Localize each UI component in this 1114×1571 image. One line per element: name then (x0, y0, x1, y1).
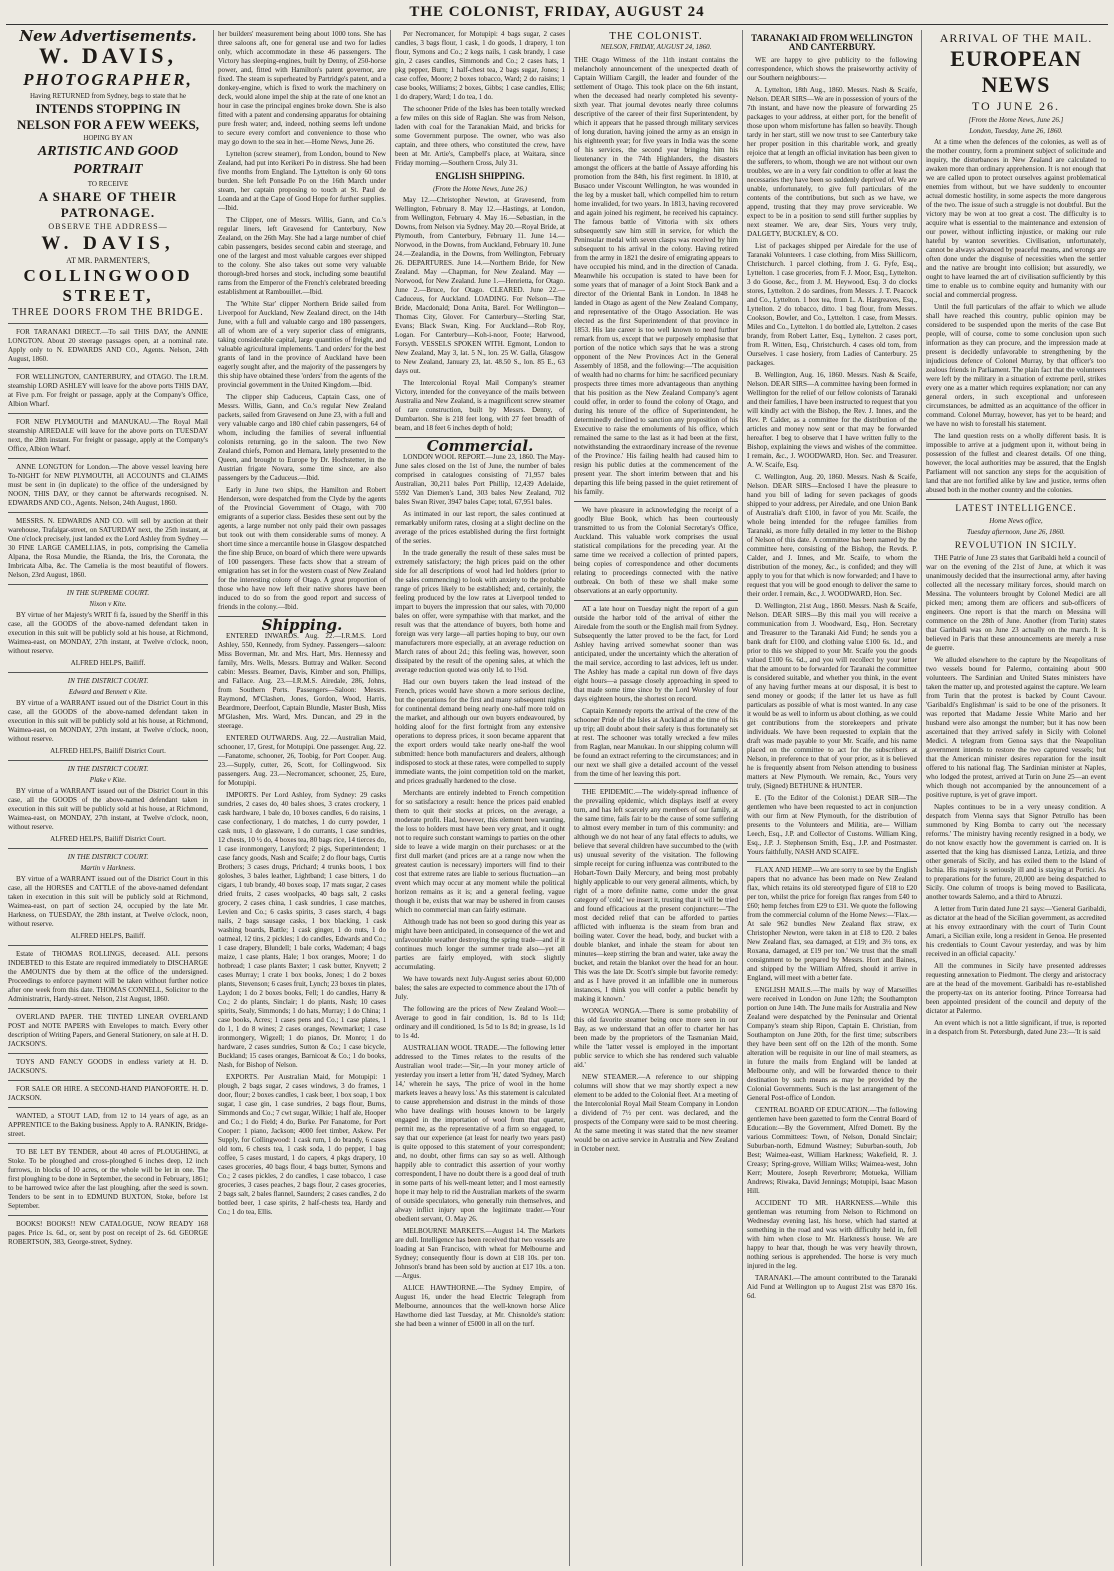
court-signature: ALFRED HELPS, Bailiff. (70, 659, 146, 667)
source-line: [From the Home News, June 26.] (968, 116, 1064, 124)
article-paragraph: As intimated in our last report, the sales continued at remarkably uniform rates, closing at a slight decline on the average of the prices established during the first fortnight of the series. (395, 510, 565, 545)
packages-list: List of packages shipped per Airedale for the use of Taranaki Volunteers. 1 case clothing, from Miss Skillicorn, Christchurch. 1 parcel clothing, from J. G. Fyfe, Esq., Lyttelton. 1 case groceries, from F. J. Moor, Esq., Lyttelton. 3 do Goose, &c., from J. M. Heywood, Esq. 3 do clocks stores, Lyttelton. 2 do sardines, from Messrs. J. T. Peacock and Co., Lyttelton. 1 box tea, from L. A. Hargreaves, Esq., Lyttelton. 2 do tobacco, ditto. 1 bag flour, from Messrs. Cookson, Bowler, and Co., Lyttelton. 1 case, from Messrs. Miles and Co., Lyttelton. 1 do bottled ale, Lyttelton. 2 cases brandy, from Robert Latter, Esq., Lyttelton. 2 cases port, from R. Witten, Esq., Christchurch. 4 cases old tom, from Ourselves. 1 case hosiery, from Ladies of Canterbury. 25 packages. (747, 242, 917, 367)
editorial-dateline: NELSON, FRIDAY, AUGUST 24, 1860. (600, 43, 712, 51)
separator (8, 458, 208, 459)
european-news-banner (926, 30, 1106, 114)
court-notice: BY virtue of a WARRANT issued out of the District Court in this case, all the GOODS of the above-named defendant taken in execution in this suit will be publicly sold at his house, at Richmond, Waimea-east, on MONDAY, 27th instant, at Twelve o'clock, noon, without reserve. (8, 699, 208, 743)
to-date-heading: TO JUNE 26. (971, 99, 1061, 113)
court-case: Edward and Bennett v Kite. (68, 688, 148, 696)
separator (8, 413, 208, 414)
separator (8, 945, 208, 946)
article-paragraph: Had our own buyers taken the lead instead of the French, prices would have shown a more serious decline, but the operations for the first and many subsequent nights for continental demand being nearly one-half more told on the market, and although our own buyers endeavoured, by holding aloof for the first fortnight from any extensive operations to depress prices, it soon became apparent that the export orders would take nearly one-half the wool submitted: hence both manufacturers and dealers, although indisposed to stock at these rates, were compelled to supply immediate wants, the joint competition told on the market, and prices gradually hardened to the close. (395, 678, 565, 785)
article-paragraph: The Clipper, one of Messrs. Willis, Gann, and Co.'s regular liners, left Gravesend for Canterbury, New Zealand, on the 26th May. She had a large number of chief cabin passengers, besides second cabin and steerage, and one of the largest and most valuable cargoes ever shipped to the colony. She also takes out some very valuable thorough-bred horses and stock, including some beautiful rams from the Emperor of the French's celebrated breeding establishment at Rambouillet.—Ibid. (218, 216, 386, 296)
court-signature: ALFRED HELPS, Bailiff District Court. (50, 747, 166, 755)
separator (8, 1053, 208, 1054)
shipping-ad: ANNE LONGTON for London.—The above vessel leaving here To-NIGHT for NEW PLYMOUTH, all ACCOUNTS and CLAIMS must be sent in (in duplicate) to the office of the undersigned by NOON, THIS DAY, or they cannot be afterwards recognised. N. EDWARDS AND CO., Agents. Nelson, 24th August, 1860. (8, 463, 208, 507)
section-title-new-advertisements: New Advertisements. (19, 30, 197, 45)
ad-artistic: ARTISTIC AND GOOD PORTRAIT (37, 144, 179, 177)
article-paragraph: Although trade has not been so good during this year as might have been anticipated, in consequence of the wet and unfavourable weather destroying the spring trade—and if it continues much longer the summer trade also—yet all parties are fairly employed, with stock slightly accumulating. (395, 918, 565, 971)
court-notice: BY virtue of a WARRANT issued out of the District Court in this case, all the HORSES and CATTLE of the above-named defendant taken in execution in this suit will be publicly sold at Richmond, Waimea-east, on part of section 24, occupied by the late Mr. Harkness, on TUESDAY, the 28th instant, at Twelve o'clock, noon, without reserve. (8, 875, 208, 928)
separator (8, 368, 208, 369)
ad-returned: Having RETURNED from Sydney, begs to state that he (29, 92, 187, 100)
court-head: IN THE SUPREME COURT. (66, 589, 150, 597)
exports: EXPORTS. Per Australian Maid, for Motupipi: 1 plough, 2 bags sugar, 2 cases windows, 3 do frames, 1 door, flour; 2 boxes candles, 1 cask beer, 1 box soap, 1 box sugar, 1 case gin, 1 case sundries, 2 bags flour, Burns, Simmonds and Co.; 7 cwt sugar, Wilkie; 1 half ale, Hooper and Co.; 1 do Field; 4 do, Burke. Per Fanatome, for Port Cooper: 1 piano, Jackson; 4000 feet timber, Askew. Per Supply, for Collingwood: 1 cask rum, 1 do brandy, 6 cases old tom, 6 chests tea, 1 cask soda, 1 do pepper, 1 bag coffee, 5 cases mustard, 1 do capers, 4 pkgs drapery, 10 cases groceries, 40 bags flour, 4 bags butter, Symons and Co.; 2 cases pickles, 2 do candles, 1 case tobacco, 1 case groceries, 3 cases peaches, 2 bags flour, 2 cases groceries, 2 bags salt, 2 bales flannel, Saunders; 2 cases candles, 2 do bottled beer, 1 case spirits, 2 half-chests tea, Hardy and Co.; 1 do tea, Ellis. (218, 1073, 386, 1216)
auction-ad: MESSRS. N. EDWARDS AND CO. will sell by auction at their warehouse, Trafalgar-street, on SATURDAY next, the 25th instant, at One o'clock precisely, just landed ex the Lord Ashley from Sydney — 30 FINE LARGE CAMELLIAS, in pots, comprising the Camelia Alpana, the Rosa Mundie, the Rianda, the Iris, the Coronata, the Imbricata Alba, &c. The Camelia is the most beautiful of flowers. Nelson, 23rd August, 1860. (8, 517, 208, 579)
small-ad: OVERLAND PAPER. THE TINTED LINEAR OVERLAND POST and NOTE PAPERS with Envelopes to match. Every other description of Writing Papers, and General Stationery, on sale at H. D. JACKSON'S. (8, 1013, 208, 1048)
article-paragraph: The Intercolonial Royal Mail Company's steamer Victory, intended for the conveyance of the mails between Australia and New Zealand, is a magnificent screw steamer of rare construction, built by Messrs. Denny, of Dumbarton. She is 218 feet long, with 27 feet breadth of beam, and 18 feet 6 inches depth of hold; (395, 379, 565, 432)
court-case: Nixon v Kite. (89, 600, 127, 608)
separator (574, 783, 738, 784)
small-ad: TO BE LET BY TENDER, about 40 acres of PLOUGHING, at Stoke. To be ploughed and cross-ploughed 6 inches deep, 12 inch furrows, in blocks of 10 acres, or the whole will be let in one. The first ploughing to be done in September, the second in February, 1861; to be harrowed twice after the last ploughing, after the seed is sown. Tenders to be sent in to EDMUND BUXTON, Stoke, before 1st September. (8, 1148, 208, 1210)
article-paragraph: We have towards next July-August series about 60,000 bales; the sales are expected to commence about the 17th of July. (395, 975, 565, 1001)
separator (8, 760, 208, 761)
letter-d: D. Wellington, 21st Aug., 1860. Messrs. Nash & Scaife, Nelson. DEAR SIRS—By this mail you will receive a communication from J. Woodward, Esq., Hon. Secretary and Treasurer to the Taranaki Aid Fund; he sends you a bank draft for £100, and clothing value £100 6s. 1d., and prior to this we shipped to your Mr. Scaife you the goods valued £100 6s. 6d., and you will recollect by your letter that the amount to be forwarded for Taranaki the committee is considered suitable, and whether you think, in the event of any having further means at our disposal, it is best to send money or goods; if the latter let us have as full particulars as possible of what is most wanted. In any case it would be as well to inform us about clothing, as we could get contributions from the storekeepers and private individuals. We have been requested to explain that the draft was made payable to your Mr. Scaife, and his name placed on the committee to act for the subscribers at Nelson, in preference to that of your prior, as it is believed he is frequently absent from Nelson attending to business matters at New Plymouth. We remain, &c., Yours very truly, (Signed) BETHUNE & HUNTER. (747, 602, 917, 790)
latest-intelligence-heading: LATEST INTELLIGENCE. (955, 503, 1077, 513)
davis-photographer-ad (8, 43, 208, 319)
article-paragraph: The following are the prices of New Zealand Wool:—Average to good in fair condition, 1s. 8d to 1s 11d; ordinary and ill conditioned, 1s 5d to 1s 8d; in grease, 1s 1d to 1s 4d. (395, 1005, 565, 1040)
court-notice: BY virtue of her Majesty's WRIT fi fa, issued by the Sheriff in this case, all the GOODS of the above-named defendant taken in execution in this suit will be publicly sold at his house, at Richmond, Waimea-east, on MONDAY, 27th instant, at Twelve o'clock, noon, without reserve. (8, 611, 208, 655)
separator (8, 1080, 208, 1081)
article-paragraph: ENGLISH MAILS.—The mails by way of Marseilles were received in London on June 12th; the Southampton portion on June 14th. The June mails for Australia and New Zealand were despatched by the Peninsular and Oriental Company's steam ship Ripon, Captain E. Christian, from Southampton on June 20th, for the first time; subscribers they have been sent off on the 12th of the month. Some alteration will be requisite in our line of mail steamers, as in future the mails from England will be landed at Melbourne only, and will be forwarded thence to their destination by such means as may be provided by the Colonial Governments. Such is the last arrangement of the General Post-office of London. (747, 986, 917, 1102)
article-paragraph: The land question rests on a wholly different basis. It is impossible to arrive at a judgment upon it, without being in possession of the fullest and clearest details. Of one thing, however, the local authorities may be assured, that the Englsh Parliament will not sanction any steps for the acquisition of land that are not fortified alike by law and justice, terms often abused both in the mother country and the colonies. (926, 432, 1106, 494)
court-signature: ALFRED HELPS, Bailiff. (70, 932, 146, 940)
dateline: London, Tuesday, June 26, 1860. (969, 127, 1063, 135)
revolution-heading: REVOLUTION IN SICILY. (954, 540, 1078, 550)
shipping-ad: FOR NEW PLYMOUTH and MANUKAU.—The Royal Mail steamship AIREDALE will leave for the above ports on TUESDAY next, the 28th instant. For freight or passage, apply at the Company's Office, Albion Wharf. (8, 418, 208, 453)
court-head: IN THE DISTRICT COURT. (67, 677, 149, 685)
ad-trade: PHOTOGRAPHER, (23, 70, 193, 89)
article-paragraph: We alluded elsewhere to the capture by the Neapolitans of two vessels bound for Palermo, containing about 900 volunteers. The Sardinian and United States ministers have taken the matter up, and protested against the capture. We learn from Turin that the protest is backed by Count Cavour. 'Garibaldi's Englishman' is said to be one of the prisoners. It was reported that Madame Jessie White Mario and her husband were also amongst the number; but it has now been ascertained that they arrived safely in Sicily with Colonel Medici. A telegram from Genoa says that the Neapolitan government intends to restore the two captured vessels; but that the American minister desires reparation for the insult offered to his national flag. The Sardinian minister at Naples, who lodged the protest, arrived at Turin on June 25—an event which though not accompanied by the announcement of a positive rupture, is yet of grave import. (926, 656, 1106, 799)
article-paragraph: WE are happy to give publicity to the following correspondence, which shows the praiseworthy activity of our Southern neighbours:— (747, 56, 917, 82)
separator (574, 600, 738, 601)
column-5 (747, 30, 917, 1566)
ad-name-2: W. DAVIS, (41, 233, 175, 254)
separator (574, 501, 738, 502)
article-paragraph: THE EPIDEMIC.—The widely-spread influence of the prevailing epidemic, which displays itself at every turn, and has left scarcely any members of our family, at the same time, fails fair to be the cause of some suffering to almost every member in turn of this community: and although we do not hear of any fatal effects to adults, we believe that several children have succumbed to the (with us) unusual severity of the visitation. The following simple receipt for curing influenza was contributed to the Hobart-Town Daily Mercury, and being most probably highly applicable to our very general ailments, which, by right of a more definite name, come under the great category of 'cold,' we insert it, trusting that it will be tried and found efficacious at the present conjuncture:—'The most decided relief that can be afforded to parties afflicted with influenza is the steam from bran and boiling water. Cover the head, body, and bucket with a double blanket, and inhale the steam for about ten minutes—keep stirring the bran and water, take away the bucket, and retain the blanket over the head for an hour. This was the late Dr. Scott's simple but favorite remedy: and as I have proved it an infallible one in numerous instances, I think you will confer a public benefit by making it known.' (574, 788, 738, 1003)
column-1 (8, 30, 208, 1566)
article-paragraph: AUSTRALIAN WOOL TRADE.—The following letter addressed to the Times relates to the results of the Australian wool trade:—'Sir,—In your money article of yesterday you insert a letter from 'H,' dated 'Sydney, March 14,' wherein he says, 'The price of wool in the home markets leaves a heavy loss.' As this statement is calculated to cause apprehension and distrust in the minds of those who have dealings with houses known to be largely engaged in the importation of wool from that quarter, permit me, as the representative of a firm so engaged, to say that our experience (at least for nearly two years past) is quite opposed to this statement of your correspondent; and, no doubt, other firms can say so as well. Although happily able to contradict this assertion of your worthy correspondent, I have no doubt there is a good deal of truth in some parts of his well-meant letter; and I most earnestly hope it may help to rid the Australian markets of the swarm of outside speculators, who generally ruin themselves, and alway inflict injury upon the legitimate trader.—Your obedient servant, O. May 26. (395, 1044, 565, 1223)
english-shipping-title: ENGLISH SHIPPING. (435, 171, 525, 181)
article-paragraph: FLAX AND HEMP.—We are sorry to see by the English papers that no advance has been made on New Zealand flax, which retains its old stereotyped figure of £18 to £20 per ton, whilst the price for foreign flax ranges from £40 to £60; hemp fetches from £29 to £31. We quote the following from the commercial column of the Home News:—'Flax.—At sale 962 bundles New Zealand flax straw, ex Christopher Newton, were taken in at £18 to £20. 2 bales New Zealand flax, sea damaged, at £19; and 3½ tons, ex Roxana, damaged, at £19 per ton.' We trust that the small consignment to be prepared by Messrs. Hort and Baines, and shipped by the William Alfred, should it arrive in England, will meet with a better fate. (747, 866, 917, 982)
article-paragraph: The clipper ship Caduceus, Captain Cass, one of Messrs. Willis, Gann, and Co.'s regular New Zealand packets, sailed from Gravesend on June 23, with a full and very valuable cargo and 180 chief cabin passengers, 64 of whom, including the families of several influential colonists returning, go in the saloon. The two New Zealand chiefs, Pomon and Hemara, lately presented to the Queen, and brought to Europe by Dr. Hochstetter, in the Austrian frigate Novara, some time since, are also passengers by the Caduceus.—Ibid. (218, 393, 386, 482)
article-paragraph: AT a late hour on Tuesday night the report of a gun outside the harbor told of the arrival of either the Airedale from the south or the English mail from Sydney. Subsequently the latter proved to be the fact, for Lord Ashley having arrived somewhat sooner than was anticipated, under the uncertainty which the alteration of the mail service, according to last advices, left us under. The Ashley has made a capital run down of five days eight hours—a passage closely approaching in speed to that made some time since by the Lord Worsley of four days eighteen hours, the shortest on record. (574, 605, 738, 703)
ad-share: A SHARE OF THEIR PATRONAGE. (38, 189, 178, 220)
ad-name: W. DAVIS, (38, 43, 178, 68)
separator (8, 1107, 208, 1108)
column-rule (742, 30, 743, 1566)
separator (8, 672, 208, 673)
ad-intends: INTENDS STOPPING IN NELSON FOR A FEW WEEKS, (17, 101, 199, 132)
article-paragraph: The 'White Star' clipper Northern Bride sailed from Liverpool for Auckland, New Zealand direct, on the 14th June, with a full and valuable cargo and 180 passengers, all of whom are of a very superior class of emigrants, taking considerable capital, large quantities of freight, and valuable agricultural implements. 'Land orders' for the best grants of land in the province of Auckland have been eagerly sought after, and the majority of the passengers by this ship have obtained these 'orders' from the agents of the provincial government in the United Kingdom.—Ibid. (218, 300, 386, 389)
article-paragraph: ACCIDENT TO MR. HARKNESS.—While this gentleman was returning from Nelson to Richmond on Wednesday evening last, his horse, which had started at something in the road and was with difficulty held in, fell with him when close to Mr. Harkness's house. We are happy to hear that, though he was very heavily thrown, nothing serious is apprehended. The horse is very much injured in the leg. (747, 1199, 917, 1270)
taranaki-aid-title: TARANAKI AID FROM WELLINGTON AND CANTERBURY. (751, 33, 913, 52)
court-signature: ALFRED HELPS, Bailiff District Court. (50, 835, 166, 843)
separator (8, 1008, 208, 1009)
estate-notice: Estate of THOMAS ROLLINGS, deceased. ALL persons INDEBTED to this Estate are required immediately to DISCHARGE the AMOUNTS due by them at the office of the undersigned. Proceedings to enforce payment will be taken without further notice after one week from this date. THOMAS CONNELL, Solicitor to the Administratrix, Hardy-street. Nelson, 21st August, 1860. (8, 950, 208, 1003)
arrival-heading: ARRIVAL OF THE MAIL. (939, 31, 1093, 45)
shipping-ad: FOR WELLINGTON, CANTERBURY, and OTAGO. The I.R.M. steamship LORD ASHLEY will leave for the above ports THIS DAY, at Five p.m. For freight or passage, apply at the Company's Office, Albion Wharf. (8, 373, 208, 408)
small-ad: WANTED, a STOUT LAD, from 12 to 14 years of age, as an APPRENTICE to the Baking business. Apply to A. RANKIN, Bridge-street. (8, 1112, 208, 1138)
column-rule (921, 30, 922, 1566)
ad-observe: OBSERVE THE ADDRESS— (48, 222, 168, 231)
separator (747, 861, 917, 862)
separator (8, 1215, 208, 1216)
article-paragraph: Captain Kennedy reports the arrival of the crew of the schooner Pride of the Isles at Auckland at the time of his up trip; all doubt about their safety is thus fortunately set at rest. The schooner was totally wrecked a few miles from Raglan, near Manukau. In our shipping column will be found an extract referring to the circumstances; and in our next we shall give a detailed account of the vessel from the time of her leaving this port. (574, 707, 738, 778)
small-ad: TOYS AND FANCY GOODS in endless variety at H. D. JACKSON'S. (8, 1058, 208, 1075)
ad-hoping: HOPING BY AN (83, 134, 133, 142)
entered-inwards: ENTERED INWARDS. Aug. 22.—I.R.M.S. Lord Ashley, 550, Kennedy, from Sydney. Passengers—saloon: Miss Boverman, Mr. and Mrs. Hart, Mrs. Hennessy and family, Mrs. Wells, Messrs. Buttray and Walker. Second cabin: Messrs. Beamer, Davis, Kimber and son, Phillips, and Fallace. Aug. 23.—I.R.M.S. Airedale, 286, Johns, from Southern Ports. Passengers—Saloon: Messrs. Raymond, M'Clashen, Jones, Gordon, Wood, Harris, Beardmore, Deerfoot, Captain Blundle, Master Bush, Miss M'Glashen, Mrs. Ward, Mrs. Duncan, and 29 in the steerage. (218, 632, 386, 730)
article-paragraph: At a time when the defences of the colonies, as well as of the mother country, form a prominent subject of solicitude and inquiry, the disturbances in New Zealand are calculated to awaken more than ordinary apprehension. It is not enough that we are called upon to protect ourselves against problematical enemies from without, but we have suddenly to encounter actual domestic hostility, in some aspects the more dangerous of the two. The issue of such a struggle is not doubtful. But the victory may be won at too great a cost. The difficulty is to acquire what is essential to the maintenance and extension of our power, without inflicting injustice, or making our rule hateful by wanton severities. Civilisation, unfortunately, cannot be always advanced by peaceful means, and wrongs are often done under the disguise of necessities when the settler and the native are brought into collision; but assuredly, we ought to have learned the art of civilisation sufficiently by this time to enable us to combine equity and humanity with our social and commercial progress. (926, 138, 1106, 299)
small-ad: BOOKS! BOOKS!! NEW CATALOGUE, NOW READY 168 pages. Price 1s. 6d., or, sent by post on receipt of 2s. 6d. GEORGE ROBERTSON, 383, George-street, Sydney. (8, 1220, 208, 1246)
ad-doors: THREE DOORS FROM THE BRIDGE. (12, 307, 204, 318)
court-notice: BY virtue of a WARRANT issued out of the District Court in this case, all the GOODS of the above-named defendant taken in execution in this suit will be publicly sold at his house, at Richmond, Waimea-east, on MONDAY, 27th instant, at Twelve o'clock, noon, without reserve. (8, 787, 208, 831)
article-paragraph: THE Patrie of June 23 states that Garibaldi held a council of war on the evening of the 21st of June, at which it was unanimously decided that the insurrectional army, after having collected all the necessary military forces, should march on Messina. The volunteers brought by Colonel Medici are all picked men; among them are officers and sub-officers of engineers. One report is that the march on Messina will commence on the 28th of June. Another (from Turin) states that Garibaldi was on June 23 actually on the march. It is believed in Paris that these announcements are merely a ruse de guerre. (926, 554, 1106, 652)
masthead: THE COLONIST, FRIDAY, AUGUST 24 (409, 4, 705, 20)
english-shipping-source: (From the Home News, June 26.) (432, 185, 528, 193)
section-title-commercial: Commercial. (426, 437, 534, 455)
separator (8, 323, 208, 324)
column-rule (569, 30, 570, 1566)
column-3 (395, 30, 565, 1566)
article-paragraph: ALICE HAWTHORNE.—The Sydney Empire, of August 16, under the head Electric Telegraph from Melbourne, announces that the well-known horse Alice Hawthorne died last Tuesday, at Mr. Chisnolde's station: she had been a winner of £5000 in all on the turf. (395, 1284, 565, 1328)
article-paragraph: The schooner Pride of the Isles has been totally wrecked a few miles on this side of Raglan. She was from Nelson, laden with coal for the Taranakian Maid, and bricks for some Government purpose. The owner, who was also captain, and three others, who constituted the crew, have been at Mr. Artie's, Campbell's place, at Waitara, since Friday morning.—Southern Cross, July 31. (395, 105, 565, 167)
article-paragraph: Lyttelton (screw steamer), from London, bound to New Zealand, had put into Kerikeri Po in distress. She had been five months from England. The Lyttelton is only 60 tons burden. She left Ponsadle Po on the 16th March under steam, her captain proposing to touch at St. Paul de Loanda and at the Cape of Good Hope for further supplies.—Ibid. (218, 150, 386, 212)
separator (8, 512, 208, 513)
column-rule (213, 30, 214, 1566)
ad-at: AT MR. PARMENTER'S, (66, 256, 150, 265)
editorial-header: THE COLONIST. (609, 30, 703, 42)
article-paragraph: CENTRAL BOARD OF EDUCATION.—The following gentlemen have been gazetted to form the Central Board of Education:—By the Government, Alfred Domett. By the various Committees: Town, of Nelson, Donald Sinclair; Suburban-north, Edmund Wastney; Suburban-south, Job Best; Waimea-east, William Harkness; Wakefield, R. J. Creasy; Spring-grove, William Wilks; Waimea-west, John Kerr; Moutere, Joseph Reverbrore; Motueka, William Andrews; Riwaka, David Jennings; Motupipi, Isaac Mason Hill. (747, 1106, 917, 1195)
article-paragraph: THE Otago Witness of the 11th instant contains the melancholy announcement of the unexpected death of Captain William Cargill, the leader and founder of the settlement of Otago. This took place on the 6th instant, when the deceased had nearly completed his seventy-sixth year. That journal devotes nearly three columns descriptive of the career of their first Superintendent, by which it appears that he passed through military services of long duration, having joined the army as an ensign in his eighteenth year; for five years in India was the scene of his services, the second year bringing him his lieutenancy in the 74th Highlanders, the disasters amongst the officers at the battle of Assaye affording his promotion from the 84th, his first regiment. In 1810, at Busaco under Viscount Wellington, he was wounded in the leg by a musket ball, which compelled him to return home invalided, for two years. In 1813, having recovered and again joined his regiment, he received his captaincy. The famous battle of Vittoria with six others subsequently saw him still in service, for which the Peninsular medal with seven clasps was received by him subsequent to his arrival in the colony. Having retired from the army in 1821 the desire of emigrating appears to have occupied his mind, and in the direction of Canada. Meanwhile his occupation is stated to have been for some years that of manager of a Joint Stock Bank and a director of the Oriental Bank in London. In 1848 he landed in Otago as agent of the New Zealand Company, and representative of the Otago Association. He was elected as the first Superintendent of that province in 1853. His late career is too well known to need further remark from us, except that we purposely emphasise that portion of the notice which says that he was a strong opponent of the New Provinces Act in the General Assembly of 1858, and the following:—'The acquisition of wealth had no charms for him: he sacrificed pecuniary prospects three times more advantageous than anything that his position as the New Zealand Company's agent could offer, in order to found the colony of Otago, and during his tenure of the office of Superintendent, he determinedly declined to sanction any proposition of his Executive to raise the emoluments of his office, which remained the same to the last as it had been at the first, notwithstanding the extraordinary increase of the revenue of the Province.' His failing health had caused him to resign his public duties at the commencement of the present year. The short interim between that and his departing this life being passed in the quiet retirement of his family. (574, 56, 738, 496)
european-news-heading: EUROPEAN NEWS (950, 46, 1082, 97)
article-paragraph: We have pleasure in acknowledging the receipt of a goodly Blue Book, which has been courteously transmitted to us from the Colonial Secretary's Office, Auckland. This valuable work comprises the usual statistical compilations for the preceding year. At the same time we received a collection of printed papers, being copies of correspondence and other documents relating to proceedings connected with the native outbreak. On both of these we shall make some observations at an early opportunity. (574, 506, 738, 595)
entered-outwards: ENTERED OUTWARDS. Aug. 22.—Australian Maid, schooner, 17, Grest, for Motupipi. One passenger. Aug. 22.—Fanatome, schooner, 26, Toobig, for Port Cooper. Aug. 23.—Supply, cutter, 26, Scott, for Collingwood. Six passengers. Aug. 23.—Necromancer, schooner, 25, Eure, for Motupipi. (218, 734, 386, 787)
letter-c: C. Wellington, Aug. 20, 1860. Messrs. Nash & Scaife, Nelson. DEAR SIRS—Enclosed I have the pleasure to hand you bill of lading for seven packages of goods shipped to your address, per Airedale, and one Union Bank of Australia's draft £100, in favor of you Mr. Scaife, the whole being intended for the refugee families from Taranaki, as more fully detailed in my letter to the Bishop of Nelson of this date. A committee has been named by the committee here, consisting of the Bishop, the Revds. P. Calder, and J. Innes, and Mr. Scaife, to whom the distribution of the money, &c., is confided; and they will apply to you for that which is now forwarded; and I have to request that you will be good enough to deliver the same to their order. I remain, &c., J. WOODWARD, Hon. Sec. (747, 473, 917, 598)
english-shipping: May 12.—Christopher Newton, at Gravesend, from Wellington, February 8. May 12.—Hastings, at London, from Wellington, February 4. May 16.—Sebastian, in the Downs, from Nelson via Sydney. May 20.—Royal Bride, at Plymouth, from Canterbury, February 11. June 14.—Norwood, in the Downs, from Auckland, February 10. June 24.—Zealandia, in the Downs, from Wellington, February 26. DEPARTURES. June 14.—Northern Bride, for New Zealand. May —Chapman, for New Zealand. May —Norwood, for New Zealand. June 1.—Henrietta, for Otago. June 2.—Bruce, for Otago. CLEARED. June 22.—Caduceus, for Auckland. LOADING. For Nelson—The Bride, Macdonald; Dona Anita, Barel. For Wellington—Thomas City, Glover. For Canterbury—Sterling Star, Evans; Black Swan, King. For Auckland—Rob Roy, Logan. For Canterbury—Koh-i-noor, Foote; Harwood, Forsyth. VESSELS SPOKEN WITH. Egmont, London to New Zealand, May 3, lat. 5 N., lon. 25 W. Galla, Glasgow to New Zealand, January 23, lat. 48.50 S., lon. 85 E., 63 days out. (395, 196, 565, 375)
court-case: Martin v Harkness. (80, 864, 136, 872)
article-paragraph: NEW STEAMER.—A reference to our shipping columns will show that we may shortly expect a new element to be added to the Colonial fleet. At a meeting of the Intercolonial Royal Mail Steam Company in London a dividend of 7½ per cent. was declared, and the prospects of the Company were said to be most cheering. At the same meeting it was stated that the new steamer would be on active service in Australia and New Zealand in October next. (574, 1073, 738, 1153)
section-title-shipping: Shipping. (261, 616, 343, 634)
letter-e: E. (To the Editor of the Colonist.) DEAR SIR—The gentlemen who have been requested to act in conjunction with our firm at New Plymouth, for the distribution of presents to the Volunteers and Militia, are— William Leech, Esq., J.P. and Collector of Customs. William King, Esq., J.P. J. Stephenson Smith, Esq., J.P. and Postmaster. Yours faithfully, NASH AND SCAIFE. (747, 794, 917, 856)
wool-report: LONDON WOOL REPORT.—June 23, 1860. The May-June sales closed on the 1st of June, the number of bales comprised in catalogues consisting of 71,957 bales Australian, 30,211 bales Port Phillip, 12,439 Adelaide, 5592 Van Diemen's Land, 303 bales New Zealand, 702 bales Swan River, 3947 bales Cape; total, 67,951 bales. (395, 453, 565, 506)
court-head: IN THE DISTRICT COURT. (67, 765, 149, 773)
article-paragraph: Naples continues to be in a very uneasy condition. A despatch from Vienna says that Signor Petrullo has been summoned by King Bomba to carry out 'the necessary reforms.' The ministry having recently resigned in a body, we do not know exactly how the government is carried on. It is asserted that the king has dismissed Lanza, Letizia, and three other generals of Sicily, and has exiled them to the Island of Ischia. His majesty is seriously ill and is staying at Portici. As to preparations for the future, 20,000 are being despatched to Sicily. One column of troops is being moved to Basilicata, another towards Salerno, and a third to Abruzzi. (926, 803, 1106, 901)
column-rule (390, 30, 391, 1566)
court-head: IN THE DISTRICT COURT. (67, 853, 149, 861)
latest-source: Home News office, (989, 517, 1043, 525)
article-paragraph: MELBOURNE MARKETS.—August 14. The Markets are dull. Intelligence has been received that two vessels are loading at San Francisco, with wheat for Melbourne and Sydney; consequently flour is down at £18 10s. per ton. Johnson's brand has been sold by auction at £17 10s. a ton.—Argus. (395, 1227, 565, 1280)
article-paragraph: her builders' measurement being about 1000 tons. She has three saloons aft, one for general use and two for ladies only, which accommodate in these 46 passengers. The Victory has sleeping-engines, built by Denny, of 250-horse power, and, fitted with Hamilton's patent governor, are fixed. The steam is superheated by Partridge's patent, and a donkey-engine, which is fixed to work the machinery on deck, would alone impel the ship at the rate of one knot an hour in case the principal engines broke down. She is also fitted with a patent and condensing apparatus for obtaining pure fresh water; and, indeed, nothing seems left undone to secure every comfort and convenience to those who may go down to the sea in her.—Home News, June 26. (218, 30, 386, 146)
small-ad: FOR SALE OR HIRE. A SECOND-HAND PIANOFORTE. H. D. JACKSON. (8, 1085, 208, 1102)
article-paragraph: All the communes in Sicily have presented addresses requesting annexation to Piedmont. The clergy and aristocracy are at the head of the movement. Garibaldi has re-established the property-tax on its anterior footing. Prince Torrearsa had been appointed president of the council and deputy of the dictator at Palermo. (926, 962, 1106, 1015)
article-paragraph: Merchants are entirely indebted to French competition for so satisfactory a result: hence the prices paid enabled them to quit their stocks at prices, on the average, a moderate profit. Had, however, this element been wanting, the loss to holders must have been very great, and it ought not to require such constant warnings to parties on the other side to leave a wide margin on their purchases: or at the first dull market (and prices are at a range now when the greatest caution is necessary) importers will find to their cost that extreme rates are liable to serious fluctuation—an event which may occur at any moment while the political horizon remains as it is; and a general feeling, vague though it be, exists that war may be ushered in from causes which no commercial man can fairly estimate. (395, 789, 565, 914)
separator (8, 584, 208, 585)
article-paragraph: Until the full particulars of the affair to which we allude shall have reached this country, public opinion may be considered to be suspended upon the merits of the case But people, will of course, come to some conclusion upon such information as they can procure, and the impression made at present is decidedly unfavorable to strengthening by the injudicious defence of Colonel Murray, by that officer's too zealous friends in Parliament. The plain fact that the volunteers were left by the military in a situation of extreme peril, strikes every one as a matter which requires explanation; nor can any general orders, in such exceptional and unforeseen circumstances, be admitted as an acquittance of the officer in command. Colonel Murray, however, has yet to be heard; and we have no wish to forestall his statement. (926, 303, 1106, 428)
separator (8, 1143, 208, 1144)
article-paragraph: Early in June two ships, the Hamilton and Robert Henderson, were despatched from the Clyde by the agents of the Provincial Government of Otago, with 700 emigrants of a superior class. Besides these sent out by the agents, a large number not only paid their own passages but took out with them considerable sums of money. A short time since a mercantile house in Glasgow despatched the fine ship Bruce, on board of which there were upwards of 100 passengers. These facts show that a stream of emigration has set in for the western coast of New Zealand for the interesting colony of Otago. A great proportion of those who have now left their native shores have been induced to do so from the good report and success of friends in the colony.—Ibid. (218, 486, 386, 611)
letter-b: B. Wellington, Aug. 16, 1860. Messrs. Nash & Scaife, Nelson. DEAR SIRS—A committee having been formed in Wellington for the relief of our fellow colonists of Taranaki and their families, I have been instructed to request that you will kindly act with the Bishop, the Rev. J. Innes, and the Rev. P. Calder, as a committee for the distribution of the articles and money now sent or that may be forwarded hereafter. I beg to observe that I have written fully to the Bishop, explaining the views and wishes of the committee. I remain, &c., J. WOODWARD, Hon. Sec. and Treasurer. A. W. Scaife, Esq. (747, 371, 917, 469)
article-paragraph: WONGA WONGA.—There is some probability of this old favorite steamer being once more seen in our Bay, as we understand that an offer to charter her has been made by the proprietors of the Tasmanian Maid, while the 'latter vessel is employed in the important public service to which she has rendered such valuable aid.' (574, 1007, 738, 1069)
column-6 (926, 30, 1106, 1566)
article-paragraph: An event which is not a little significant, if true, is reported in a despatch from St. Petersburgh, dated June 23:—'It is said (926, 1019, 1106, 1036)
imports: IMPORTS. Per Lord Ashley, from Sydney: 29 casks sundries, 2 cases do, 40 bales shoes, 3 crates crockery, 1 cask hardware, 1 bale do, 10 boxes candles, 6 do raisins, 1 case confectionary, 1 do matches, 1 do curry powder, 1 cask nuts, 1 do glassware, 1 do currants, 1 case sundries, 12 chests, 10 ½ do, 4 boxes tea, 80 bags rice, 14 tierces do, 1 case ironmongery, Lanyford; 2 pigs, Superintendent; 1 case fancy goods, Nash and Scaife; 2 do flour bags, Curtis Brothers; 3 cases drugs, Prichard; 4 trunks boots, 1 box goloshes, 3 bales leather, Lightband; 1 case bitters, 1 do cigars, 1 tub brandy, 40 boxes soap, 17 mats sugar, 2 cases dried fruits, 2 cases woolpacks, 40 bags salt, 2 casks grocery, 2 cases china, 1 cask sundries, 1 case matches, Levien and Co.; 6 casks spirits, 3 cases starch, 4 bags nails, 2 bags sausage casks, 1 box blacking, 1 cask washing boards, Battle; 1 cask ginger, 1 do nuts, 1 do oatmeal, 12 tins, 2 pickles; 1 do candles, Edwards and Co.; 1 case drapery, Blundell; 1 bale corks, Wademan; 4 bags maize, 1 case plants, Hale; 1 box oranges, Moore; 1 do hotbread; 1 case plants Baxter; 1 cask butter, Knyvett; 2 cases Murray; 1 crate 1 box books, Jones; 1 do 2 boxes plants, Stevenson; 6 cases fruit, Lynch; 23 boxes tin plates, Laydon; 1 do 2 boxes books, Fell; 1 do candles, Harry & Co.; 2 do plants, Sinclair; 1 do plants, Nash; 10 cases spirits, Sealy, Simmonds; 1 do hats, Murray; 1 do China; 1 case books, Acres; 1 cases pens and Co.; 1 case plates, 1 do 1, 1 do 8 wines; 2 cases oranges, Newmarket; 1 case ironmongery, Wigzell; 1 do pianos, Dr. Monro; 1 do hardware, 2 cases sundries, Sutton & Co.; 1 case bicycle, Buckland; 15 cases oranges, Barnicoat & Co.; 1 do books, Nash, for Bishop of Nelson. (218, 791, 386, 1069)
column-4 (574, 30, 738, 1566)
ad-street: COLLINGWOOD STREET, (23, 266, 193, 305)
article-paragraph: Per Necromancer, for Motupipi: 4 bags sugar, 2 cases candles, 3 bags flour, 1 cask, 1 do goods, 1 drapery, 1 ton flour, Symons and Co.; 2 kegs nails, 1 cask brandy, 1 case gin, 2 cases candles, Simmonds and Co.; 2 cases hats, 1 pkg pepper, Burn; 1 half-chest tea, 2 bags sugar, Jones; 1 case coffee, Moore; 2 boxes tobacco, Ward; 2 do raisins; 1 case books, Williams; 2 boxes, Gibbs; 1 case candles, Ellis; 1 do drapery, Ward; 1 do tea, 1 do. (395, 30, 565, 101)
column-2 (218, 30, 386, 1566)
court-case: Plake v Kite. (89, 776, 127, 784)
article-paragraph: A letter from Turin dated June 21 says:—'General Garibaldi, as dictator at the head of the Sicilian government, as accredited at his envoy extraordinary with the court of Turin Count Amari, a Sicilian exile, long a resident in Genoa. He presented his credentials to Count Cavour yesterday, and was by him received in an official capacity.' (926, 905, 1106, 958)
article-paragraph: In the trade generally the result of these sales must be extremely satisfactory; the high prices paid on the other side for all descriptions of wool had led holders (prior to the sales commencing) to look with anxiety to the probable range of prices likely to be established; and, certainly, the feeling produced by the low rates at Liverpool tended to impart to buyers the impression that our sales, with 70,000 bales on offer, were sympathise with that market, and the result was that the attendance of buyers, both home and foreign was very large—all parties hoping to buy, our own manufacturers more especially, at an average reduction on March rates of about 2d.; this feeling was, however, soon dissipated by the result of the opening sales, at which the average reduction quoted was only 1d. to 1½d. (395, 549, 565, 674)
shipping-ad: FOR TARANAKI DIRECT.—To sail THIS DAY, the ANNIE LONGTON. About 20 steerage passages open, at a nominal rate. Apply only to N. EDWARDS AND CO., Agents. Nelson, 24th August, 1860. (8, 328, 208, 363)
separator (926, 499, 1106, 500)
separator (8, 848, 208, 849)
letter-a: A. Lyttelton, 18th Aug., 1860. Messrs. Nash & Scaife, Nelson. DEAR SIRS—We are in possession of yours of the 7th instant, and have now the pleasure of forwarding 25 packages to your address, at either port, for the benefit of those upon whom misfortune has fallen so heavily. Though tardy in her start, still we now trust to see Canterbury take her proper position in this charitable work, and greatly rejoice that at length an official invitation has been given to the sufferers, to whom, though we are not without our own troubles, we are in a very fair condition to offer at least the necessaries they have been so suddenly deprived of. We are unable, unfortunately, to give full particulars of the contents of the contributions, but such as we have, we append, trusting that they may prove serviceable. We expect to be in a position to send still further supplies by next steamer. We are, dear Sirs, Yours very truly, DALGETY, BUCKLEY, & CO. (747, 86, 917, 238)
ad-to-receive: TO RECEIVE (87, 180, 129, 188)
masthead-rule (6, 24, 1108, 25)
latest-date: Tuesday afternoon, June 26, 1860. (967, 528, 1065, 536)
article-paragraph: TARANAKI.—The amount contributed to the Taranaki Aid Fund at Wellington up to August 21st was £870 16s. 6d. (747, 1274, 917, 1300)
